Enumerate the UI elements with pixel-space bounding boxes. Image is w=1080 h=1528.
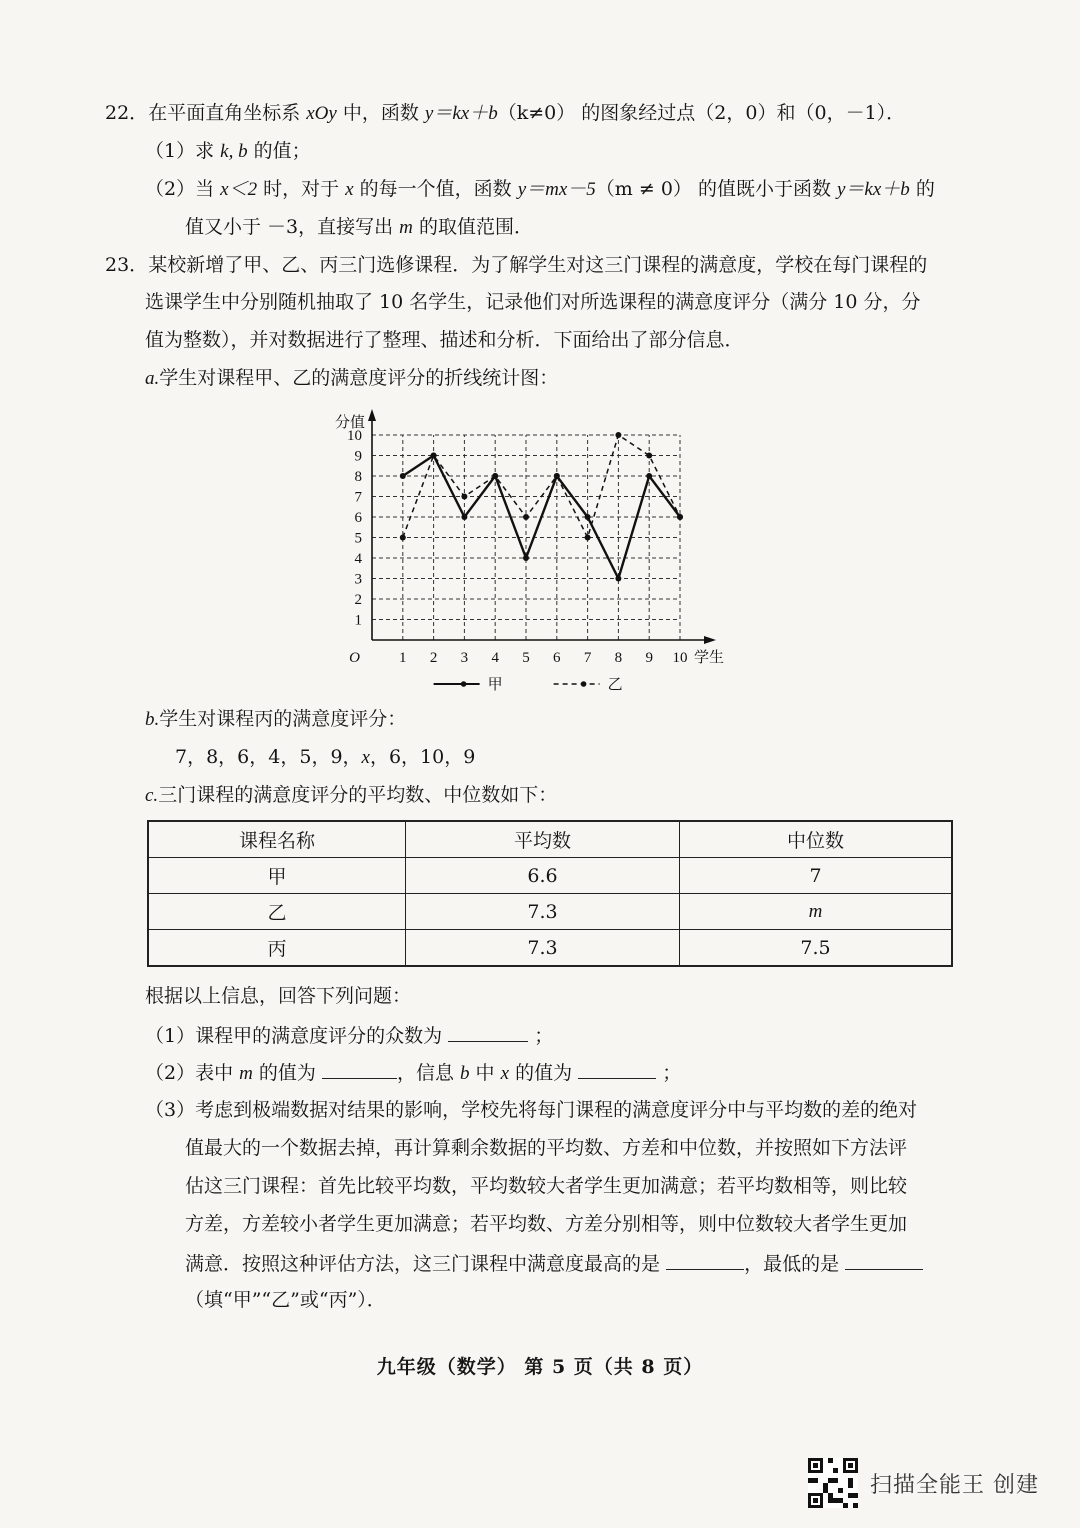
x-axis-arrow [704, 636, 716, 644]
table-row [148, 858, 952, 894]
y-tick-label: 8 [354, 469, 362, 485]
table-cell: 丙 [148, 930, 406, 967]
data-point [523, 555, 529, 561]
y-tick-label: 1 [354, 612, 362, 629]
x-tick-label: 4 [491, 650, 499, 666]
table-cell: 甲 [148, 858, 406, 894]
y-tick-label: 5 [354, 530, 362, 547]
q23-part3-line3: 估这三门课程：首先比较平均数，平均数较大者学生更加满意；若平均数相等，则比较 [185, 1175, 908, 1197]
table-cell: 乙 [148, 894, 406, 930]
data-point [646, 453, 652, 459]
q22-number: 22． [105, 102, 149, 124]
x-tick-label: 3 [460, 650, 469, 666]
data-point [461, 494, 467, 500]
y-tick-label: 7 [354, 489, 362, 506]
table-header: 课程名称 [148, 821, 406, 858]
table-header: 中位数 [680, 821, 953, 858]
q23-line1: 23．某校新增了甲、乙、丙三门选修课程．为了解学生对这三门课程的满意度，学校在每门课程的 [105, 254, 928, 276]
x-tick-label: 5 [522, 650, 530, 666]
data-point [615, 432, 621, 438]
table-cell: 7.3 [406, 894, 680, 930]
q23-line3: 值为整数），并对数据进行了整理、描述和分析．下面给出了部分信息． [145, 329, 744, 351]
q23-part3-line1: （3）考虑到极端数据对结果的影响，学校先将每门课程的满意度评分中与平均数的差的绝对 [145, 1099, 918, 1121]
page-footer: 九年级（数学） 第 5 页（共 8 页） [376, 1356, 704, 1378]
x-tick-label: 7 [583, 650, 592, 666]
data-point [431, 453, 437, 459]
x-tick-label: 9 [645, 650, 653, 666]
origin-label: O [349, 650, 360, 666]
data-point [461, 514, 467, 520]
x-axis-label: 学生 [694, 650, 725, 666]
scanner-watermark [808, 1458, 1039, 1508]
chart-axes [368, 409, 716, 644]
y-tick-label: 10 [347, 428, 362, 444]
table-row [148, 930, 952, 967]
x-tick-label: 1 [399, 650, 407, 666]
answer-blank[interactable] [322, 1058, 397, 1079]
q23-part3-line5: 满意．按照这种评估方法，这三门课程中满意度最高的是 ，最低的是 [185, 1249, 923, 1277]
table-cell: 7.5 [680, 930, 953, 967]
data-point [585, 514, 591, 520]
legend-label: 乙 [607, 677, 623, 693]
q23-line2: 选课学生中分别随机抽取了 10 名学生，记录他们对所选课程的满意度评分（满分 10 分，分 [145, 291, 921, 313]
data-point [677, 514, 683, 520]
y-tick-label: 2 [354, 592, 362, 608]
q23-b-data: 7，8，6，4，5，9，x，6，10，9 [175, 746, 476, 768]
x-tick-label: 2 [429, 650, 438, 666]
legend-marker [461, 681, 467, 687]
y-tick-label: 4 [354, 551, 362, 567]
q22-line1: 22．在平面直角坐标系 xOy 中，函数 y＝kx＋b（k≠0） 的图象经过点（2，0）和（0，－1）． [105, 102, 906, 124]
y-tick-label: 6 [354, 510, 362, 526]
q23-part3-line2: 值最大的一个数据去掉，再计算剩余数据的平均数、方差和中位数，并按照如下方法评 [185, 1137, 908, 1159]
y-tick-label: 9 [354, 448, 362, 465]
q23-number: 23． [105, 254, 149, 276]
data-point [585, 535, 591, 541]
table-header-row [148, 821, 952, 858]
x-tick-label: 8 [614, 650, 623, 666]
y-axis-label: 分值 [334, 415, 366, 431]
series-line-2 [403, 435, 680, 538]
table-row [148, 894, 952, 930]
y-axis-arrow [368, 409, 376, 421]
answer-blank[interactable] [448, 1021, 528, 1042]
watermark-text: 扫描全能王 创建 [870, 1472, 1039, 1498]
table-cell: 7.3 [406, 930, 680, 967]
q23-part3-line4: 方差，方差较小者学生更加满意；若平均数、方差分别相等，则中位数较大者学生更加 [185, 1213, 908, 1235]
answer-blank[interactable] [666, 1249, 744, 1270]
x-tick-label: 6 [553, 650, 561, 666]
qr-code-icon [808, 1458, 858, 1508]
data-point [492, 473, 498, 479]
data-point [615, 576, 621, 582]
q23-part2: （2）表中 m 的值为 ，信息 b 中 x 的值为 ； [145, 1058, 681, 1087]
data-point [646, 473, 652, 479]
legend-marker [581, 681, 587, 687]
y-tick-label: 3 [354, 571, 362, 588]
answer-blank[interactable] [578, 1058, 656, 1079]
data-point [400, 535, 406, 541]
q23-info-b: b.学生对课程丙的满意度评分： [145, 708, 407, 730]
data-point [400, 473, 406, 479]
line-chart [320, 400, 740, 700]
q22-part2-line2: 值又小于 －3，直接写出 m 的取值范围． [185, 216, 533, 238]
answer-blank[interactable] [845, 1249, 923, 1270]
q23-part1: （1）课程甲的满意度评分的众数为 ； [145, 1021, 553, 1049]
table-cell: 6.6 [406, 858, 680, 894]
q22-part1: （1）求 k, b 的值； [145, 140, 311, 162]
table-header: 平均数 [406, 821, 680, 858]
q23-intro: 根据以上信息，回答下列问题： [145, 985, 412, 1007]
chart-series [400, 432, 683, 582]
q23-info-a: a.学生对课程甲、乙的满意度评分的折线统计图： [145, 367, 559, 389]
legend-label: 甲 [487, 677, 503, 693]
q23-part3-line6: （填“甲”“乙”或“丙”）． [185, 1289, 386, 1311]
data-point [554, 473, 560, 479]
q23-info-c: c.三门课程的满意度评分的平均数、中位数如下： [145, 784, 558, 806]
data-point [523, 514, 529, 520]
chart-legend [434, 676, 623, 693]
chart-labels [335, 413, 724, 666]
table-cell: m [680, 894, 953, 930]
table-cell: 7 [680, 858, 953, 894]
q22-part2-line1: （2）当 x＜2 时，对于 x 的每一个值，函数 y＝mx－5（m ≠ 0） 的值既小于函数 y＝kx＋b 的 [145, 178, 935, 200]
x-tick-label: 10 [672, 650, 688, 666]
stats-table [147, 820, 953, 967]
